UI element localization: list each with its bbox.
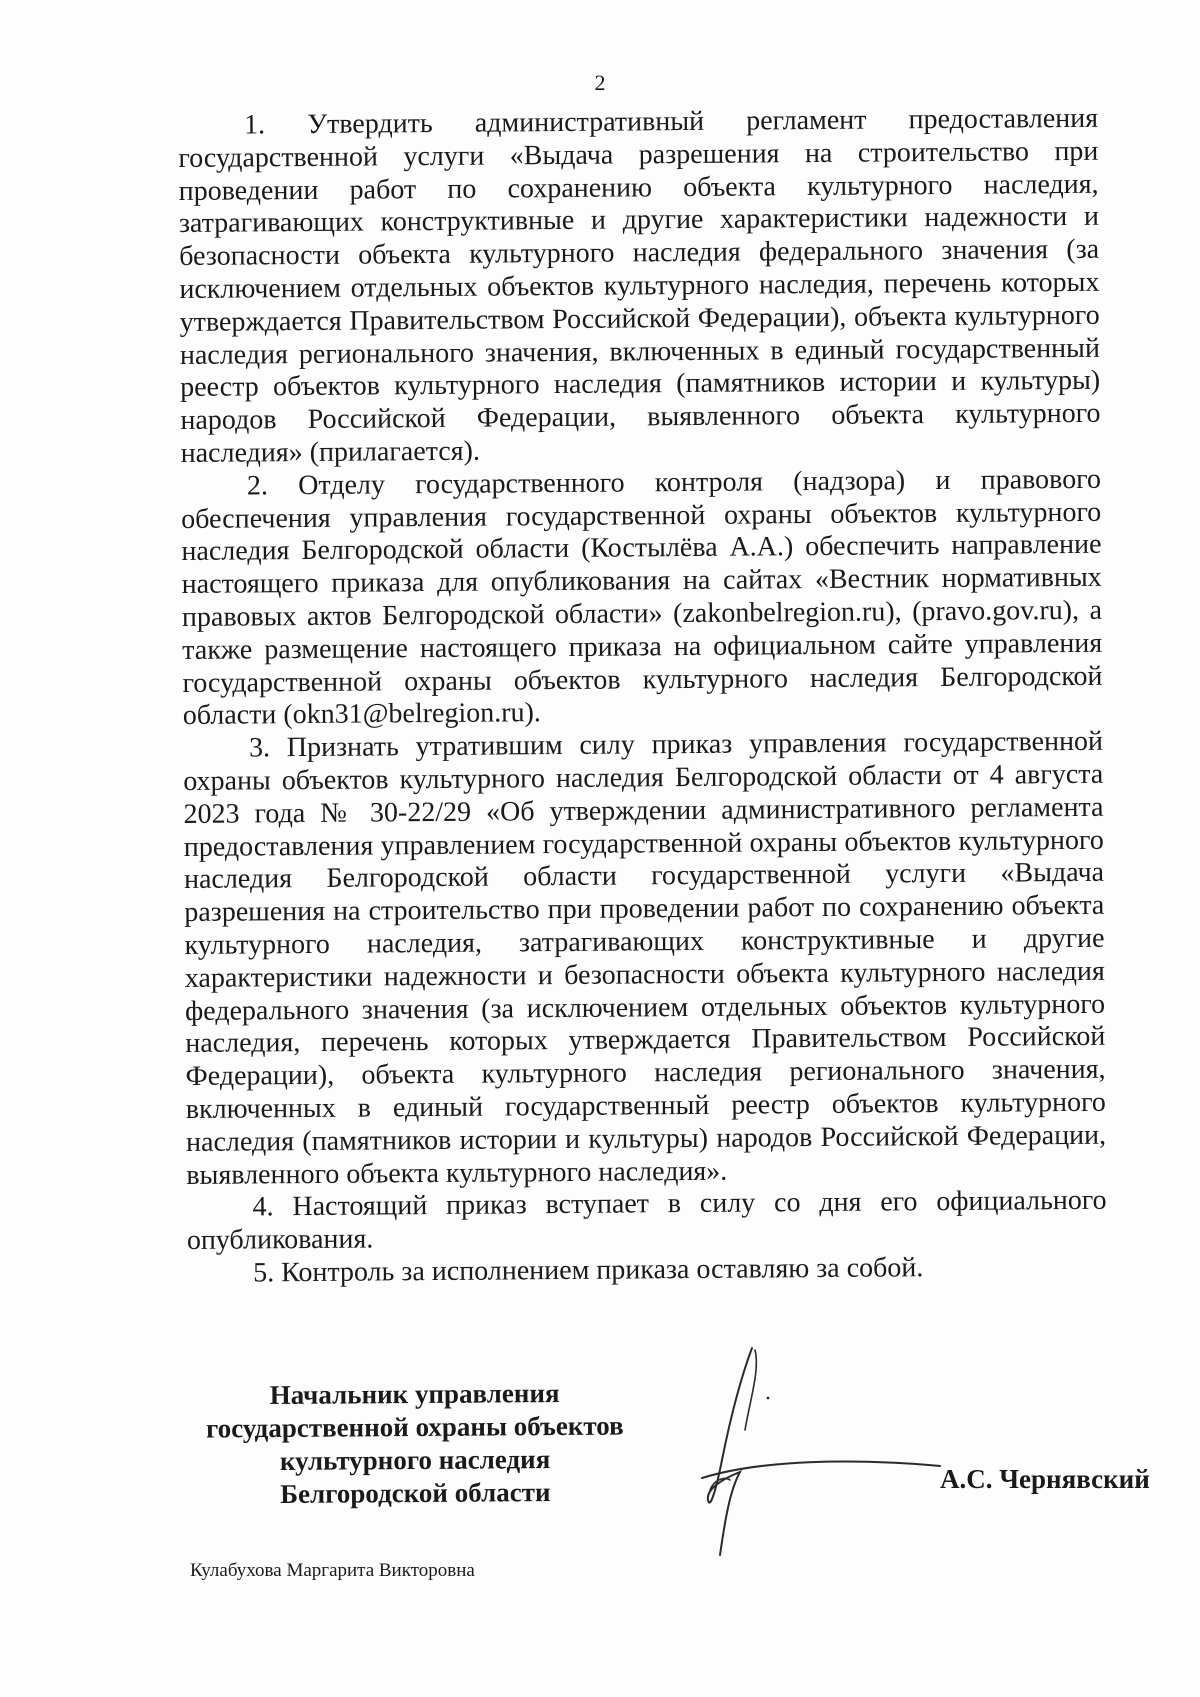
- position-line-1: Начальник управления: [269, 1377, 560, 1411]
- page-number: 2: [594, 70, 606, 95]
- position-line-3: культурного наследия: [279, 1444, 551, 1476]
- signer-name: А.С. Чернявский: [940, 1464, 1150, 1494]
- paragraph-3: 3. Признать утратившим силу приказ управления государственной охраны объектов культурного наследия Белгородской области от 4 августа 2023 года № 30-22/29 «Об утверждении административного регламента предоставления управлением государственной охраны объектов культурного наследия Белгородской области государственной услуги «Выдача разрешения на строительство при проведении работ по сохранению объекта культурного наследия, затрагивающих конструктивные и другие характеристики надежности и безопасности объекта культурного наследия федерального значения (за исключением отдельных объектов культурного наследия, перечень которых утверждается Правительством Российской Федерации), объекта культурного наследия регионального значения, включенных в единый государственный реестр объектов культурного наследия (памятников истории и культуры) народов Российской Федерации, выявленного объекта культурного наследия».: [183, 725, 1107, 1191]
- signatory-position: [180, 1376, 651, 1511]
- order-body: [178, 103, 1107, 1291]
- position-line-2: государственной охраны объектов: [205, 1410, 624, 1444]
- paragraph-5: 5. Контроль за исполнением приказа оставляю за собой.: [253, 1252, 924, 1289]
- handwritten-signature: [700, 1340, 960, 1570]
- paragraph-4: 4. Настоящий приказ вступает в силу со дня его официального опубликования.: [186, 1185, 1107, 1257]
- position-line-4: Белгородской области: [280, 1477, 551, 1509]
- paragraph-1: 1. Утвердить административный регламент предоставления государственной услуги «Выдача разрешения на строительство при проведении работ по сохранению объекта культурного наследия, затрагивающих конструктивные и другие характеристики надежности и безопасности объекта культурного наследия федерального значения (за исключением отдельных объектов культурного наследия, перечень которых утверждается Правительством Российской Федерации), объекта культурного наследия регионального значения, включенных в единый государственный реестр объектов культурного наследия (памятников истории и культуры) народов Российской Федерации, выявленного объекта культурного наследия» (прилагается).: [178, 102, 1101, 469]
- paragraph-2: 2. Отделу государственного контроля (надзора) и правового обеспечения управления государственной охраны объектов культурного наследия Белгородской области (Костылёва А.А.) обеспечить направление настоящего приказа для опубликования на сайтах «Вестник нормативных правовых актов Белгородской области» (zakonbelregion.ru), (pravo.gov.ru), а также размещение настоящего приказа на официальном сайте управления государственной охраны объектов культурного наследия Белгородской области (okn31@belregion.ru).: [181, 463, 1103, 732]
- executor-name: Кулабухова Маргарита Викторовна: [190, 1560, 475, 1581]
